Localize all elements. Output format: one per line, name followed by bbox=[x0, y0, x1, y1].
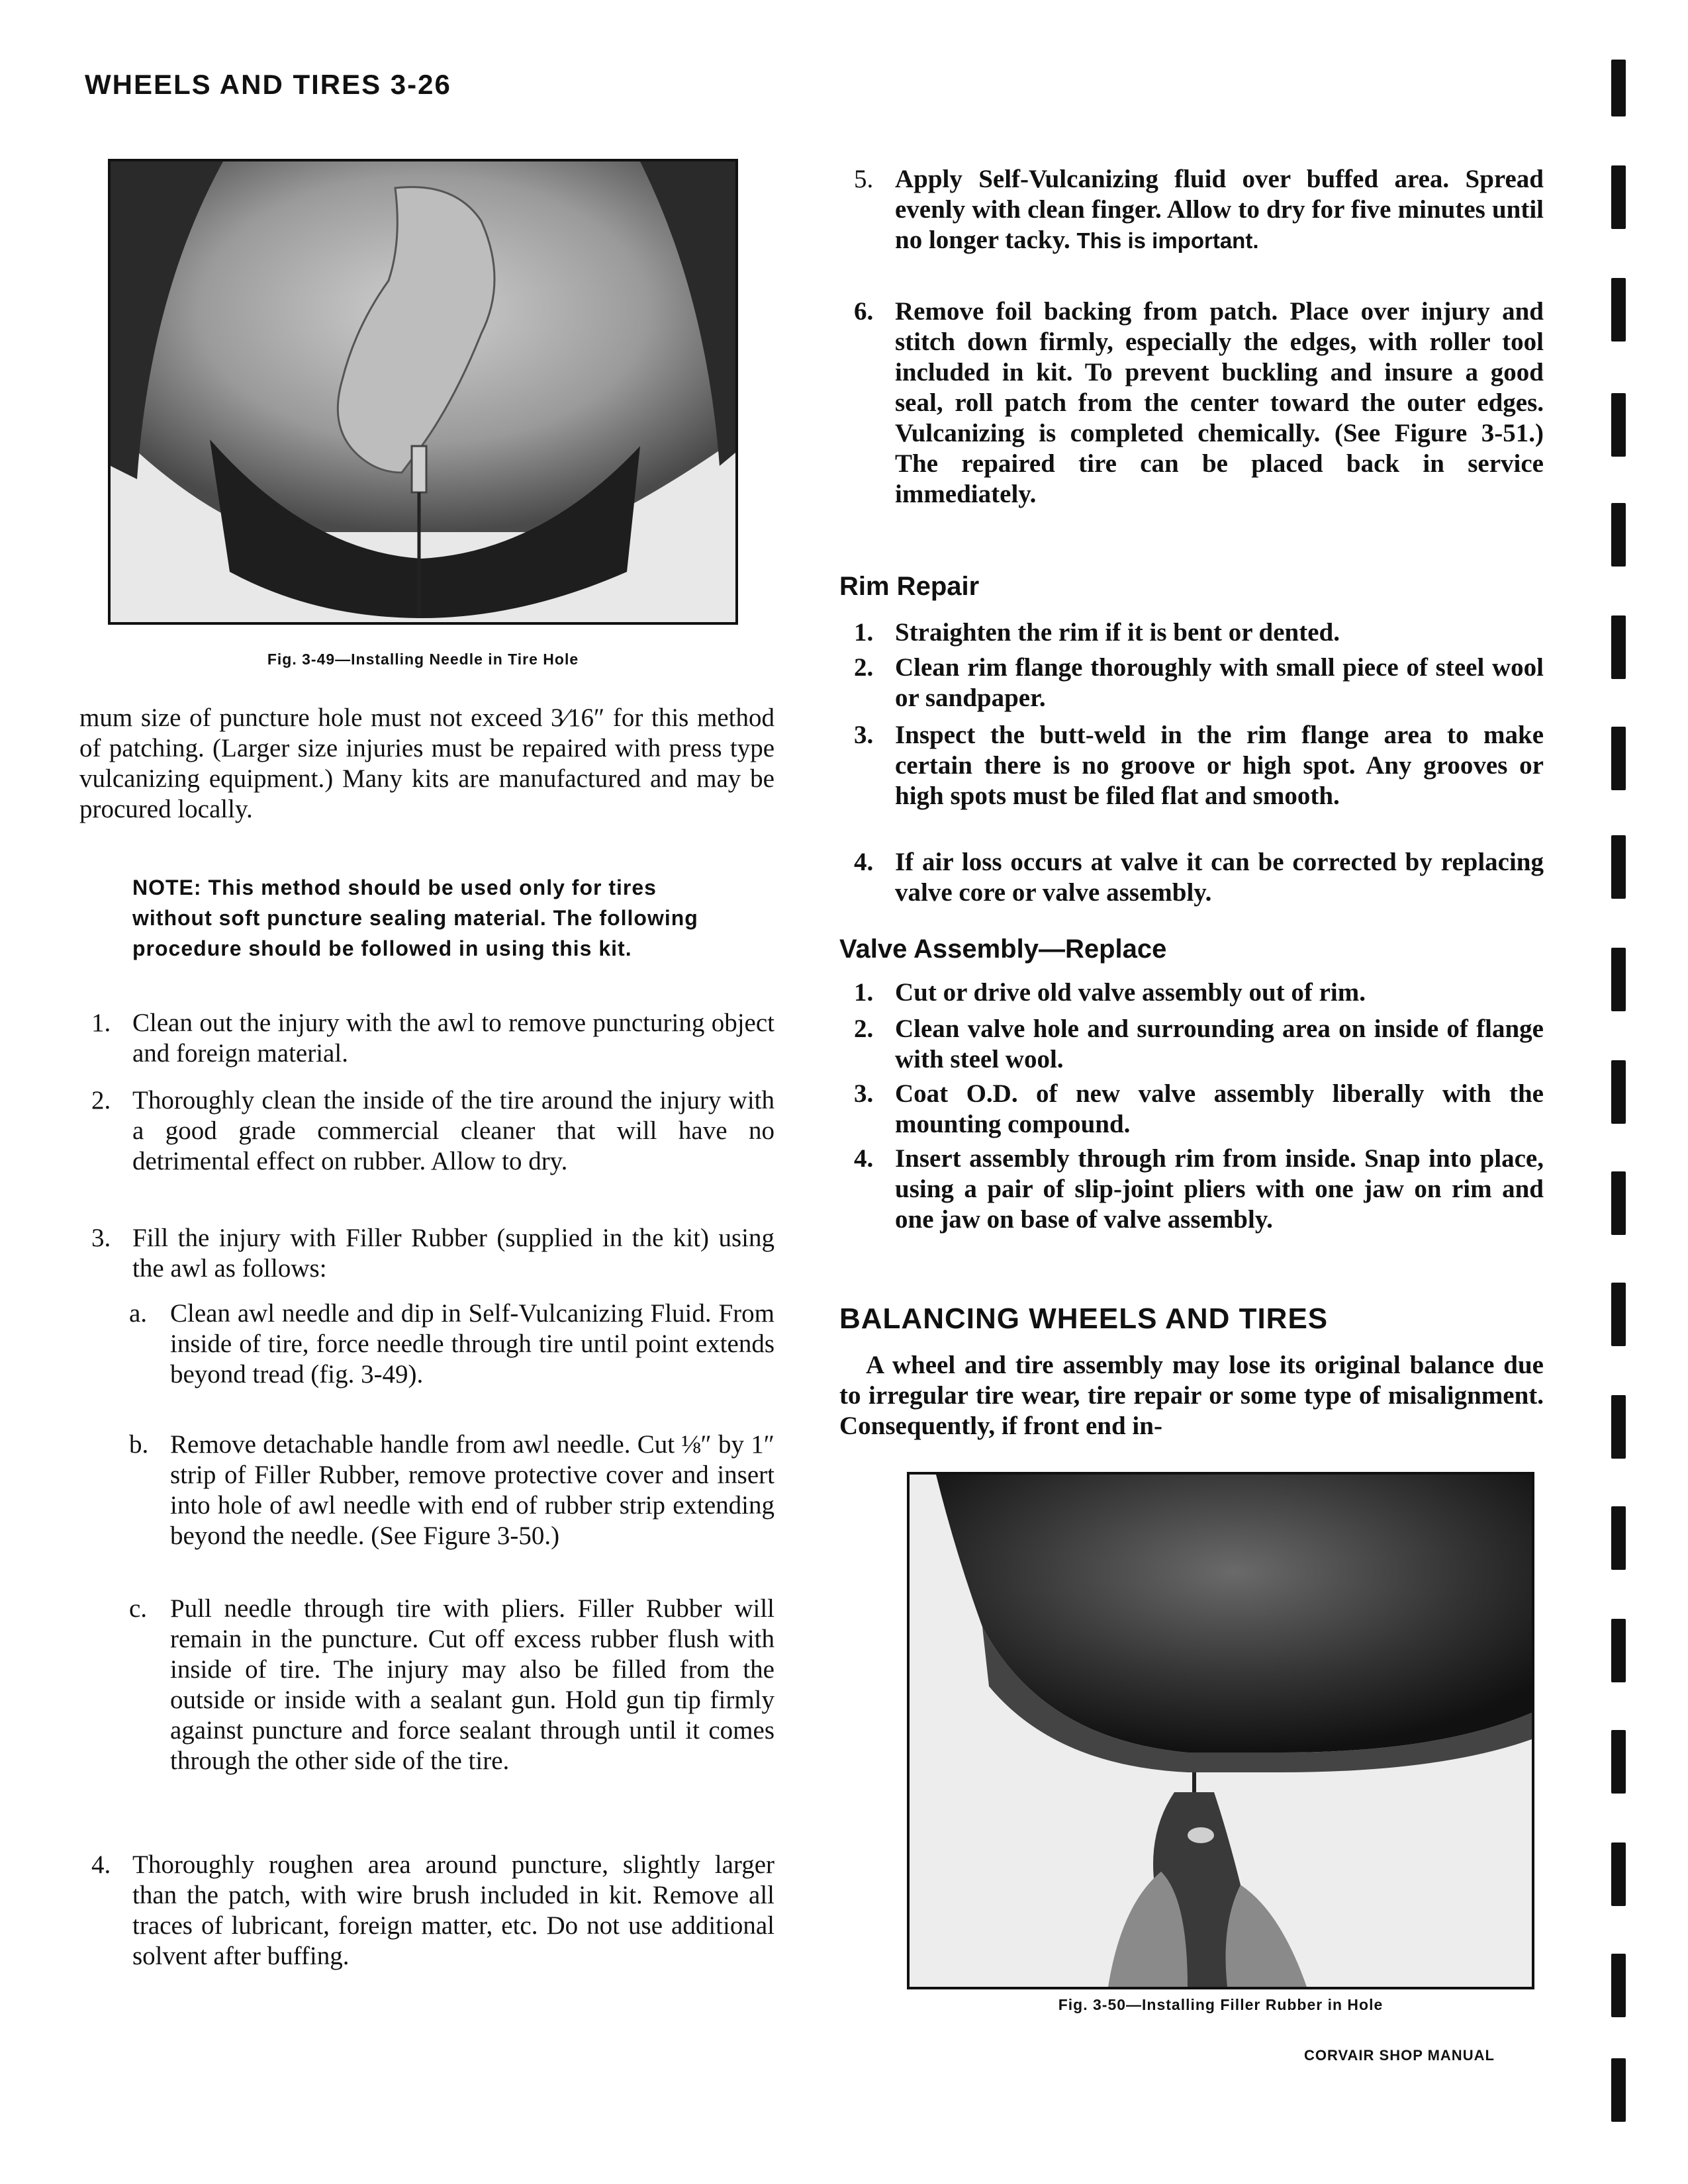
figure-3-50-photo bbox=[907, 1472, 1534, 1989]
scan-edge-mark bbox=[1611, 727, 1626, 790]
step-number: 3. bbox=[854, 1079, 874, 1108]
step-number: 4. bbox=[91, 1850, 111, 1879]
right-step-6 bbox=[854, 296, 1544, 510]
valve-assembly-heading: Valve Assembly—Replace bbox=[839, 934, 1167, 964]
step-text: Thoroughly roughen area around puncture, slightly larger than the patch, with wire brush included in kit. Remove all traces of lubricant, foreign matter, etc. Do not use additional solvent after buffing. bbox=[132, 1850, 774, 1970]
rim-step-4 bbox=[854, 847, 1544, 908]
scan-edge-mark bbox=[1611, 393, 1626, 457]
step-number: 6. bbox=[854, 297, 874, 326]
scan-edge-mark bbox=[1611, 1283, 1626, 1346]
scan-edge-mark bbox=[1611, 1619, 1626, 1682]
substep-letter: c. bbox=[129, 1594, 148, 1623]
scan-edge-mark bbox=[1611, 1060, 1626, 1124]
rim-step-3 bbox=[854, 720, 1544, 811]
valve-step-1 bbox=[854, 978, 1544, 1008]
note-block: NOTE: This method should be used only for tires without soft puncture sealing material. The following procedure should be followed in using this kit. bbox=[132, 876, 698, 960]
scan-edge-mark bbox=[1611, 1506, 1626, 1570]
scan-edge-mark bbox=[1611, 615, 1626, 679]
left-substep-c bbox=[129, 1594, 774, 1776]
scan-edge-mark bbox=[1611, 503, 1626, 567]
footer-text: CORVAIR SHOP MANUAL bbox=[1304, 2047, 1495, 2064]
scan-edge-mark bbox=[1611, 60, 1626, 116]
valve-step-4 bbox=[854, 1144, 1544, 1235]
left-substep-b bbox=[129, 1430, 774, 1551]
left-step-1 bbox=[91, 1008, 774, 1069]
valve-step-3 bbox=[854, 1079, 1544, 1140]
emphasis-text: This is important. bbox=[1076, 228, 1259, 253]
step-number: 3. bbox=[854, 721, 874, 749]
substep-letter: b. bbox=[129, 1430, 149, 1459]
substep-text: Remove detachable handle from awl needle. Cut ⅛″ by 1″ strip of Filler Rubber, remove protective cover and insert into hole of awl needle with end of rubber strip extending beyond the needle. (See Figure 3-50.) bbox=[170, 1430, 774, 1550]
step-text: Insert assembly through rim from inside. Snap into place, using a pair of slip-joint pliers with one jaw on rim and one jaw on base of valve assembly. bbox=[895, 1144, 1544, 1234]
left-step-3 bbox=[91, 1223, 774, 1284]
scan-edge-mark bbox=[1611, 2058, 1626, 2122]
scan-edge-mark bbox=[1611, 1171, 1626, 1235]
step-number: 2. bbox=[91, 1086, 111, 1115]
left-step-4 bbox=[91, 1850, 774, 1972]
scan-edge-mark bbox=[1611, 278, 1626, 341]
step-number: 4. bbox=[854, 848, 874, 876]
balancing-heading: BALANCING WHEELS AND TIRES bbox=[839, 1302, 1329, 1335]
right-step-5 bbox=[854, 164, 1544, 256]
balancing-paragraph: A wheel and tire assembly may lose its original balance due to irregular tire wear, tire repair or some type of misalignment. Consequently, if front end in- bbox=[839, 1351, 1544, 1440]
step-text: Straighten the rim if it is bent or dented. bbox=[895, 618, 1340, 647]
substep-letter: a. bbox=[129, 1299, 148, 1328]
step-number: 3. bbox=[91, 1224, 111, 1252]
step-number: 5. bbox=[854, 165, 874, 193]
step-number: 4. bbox=[854, 1144, 874, 1173]
figure-3-50-caption: Fig. 3-50—Installing Filler Rubber in Hole bbox=[1058, 1996, 1383, 2013]
step-text: Clean out the injury with the awl to remove puncturing object and foreign material. bbox=[132, 1009, 774, 1068]
step-number: 1. bbox=[91, 1009, 111, 1037]
intro-paragraph: mum size of puncture hole must not exceed 3⁄16″ for this method of patching. (Larger size injuries must be repaired with press type vulcanizing equipment.) Many kits are manufactured and may be procured locally. bbox=[79, 704, 774, 823]
scan-edge-mark bbox=[1611, 948, 1626, 1011]
figure-3-49-caption: Fig. 3-49—Installing Needle in Tire Hole bbox=[267, 651, 579, 668]
substep-text: Clean awl needle and dip in Self-Vulcanizing Fluid. From inside of tire, force needle through tire until point extends beyond tread (fig. 3-49). bbox=[170, 1299, 774, 1388]
pliers-filler-rubber-illustration bbox=[910, 1475, 1532, 1987]
step-text: Inspect the butt-weld in the rim flange area to make certain there is no groove or high spot. Any grooves or high spots must be filed flat and smooth. bbox=[895, 721, 1544, 810]
left-substep-a bbox=[129, 1298, 774, 1390]
figure-3-49-photo bbox=[108, 159, 738, 625]
step-text: Clean rim flange thoroughly with small piece of steel wool or sandpaper. bbox=[895, 653, 1544, 712]
scan-edge-mark bbox=[1611, 835, 1626, 899]
substep-text: Pull needle through tire with pliers. Filler Rubber will remain in the puncture. Cut off excess rubber flush with inside of tire. The injury may also be filled from the outside or inside with a sealant gun. Hold gun tip firmly against puncture and force sealant through until it comes through the other side of the tire. bbox=[170, 1594, 774, 1775]
step-number: 1. bbox=[854, 618, 874, 647]
valve-step-2 bbox=[854, 1014, 1544, 1075]
rim-step-2 bbox=[854, 653, 1544, 713]
step-text: Apply Self-Vulcanizing fluid over buffed area. Spread evenly with clean finger. Allow to dry for five minutes until no longer tacky. bbox=[895, 165, 1544, 254]
step-text: Fill the injury with Filler Rubber (supplied in the kit) using the awl as follows: bbox=[132, 1224, 774, 1283]
step-number: 1. bbox=[854, 978, 874, 1007]
running-head: WHEELS AND TIRES 3-26 bbox=[85, 69, 451, 100]
scan-edge-mark bbox=[1611, 1843, 1626, 1906]
step-text: Thoroughly clean the inside of the tire around the injury with a good grade commercial cleaner that will have no detrimental effect on rubber. Allow to dry. bbox=[132, 1086, 774, 1175]
scan-edge-mark bbox=[1611, 1954, 1626, 2017]
rim-repair-heading: Rim Repair bbox=[839, 572, 980, 601]
scan-edge-mark bbox=[1611, 165, 1626, 229]
step-number: 2. bbox=[854, 1015, 874, 1043]
step-text: Cut or drive old valve assembly out of rim. bbox=[895, 978, 1366, 1007]
step-text: Clean valve hole and surrounding area on inside of flange with steel wool. bbox=[895, 1015, 1544, 1073]
scan-edge-mark bbox=[1611, 1730, 1626, 1794]
step-text: Remove foil backing from patch. Place over injury and stitch down firmly, especially the edges, with roller tool included in kit. To prevent buckling and insure a good seal, roll patch from the center toward the outer edges. Vulcanizing is completed chemically. (See Figure 3-51.) The repaired tire can be placed back in service immediately. bbox=[895, 297, 1544, 508]
step-number: 2. bbox=[854, 653, 874, 682]
step-text: Coat O.D. of new valve assembly liberally with the mounting compound. bbox=[895, 1079, 1544, 1138]
scan-edge-mark bbox=[1611, 1395, 1626, 1459]
step-text: If air loss occurs at valve it can be corrected by replacing valve core or valve assembly. bbox=[895, 848, 1544, 907]
rim-step-1 bbox=[854, 617, 1544, 648]
left-step-2 bbox=[91, 1085, 774, 1177]
tire-needle-illustration bbox=[111, 161, 735, 622]
